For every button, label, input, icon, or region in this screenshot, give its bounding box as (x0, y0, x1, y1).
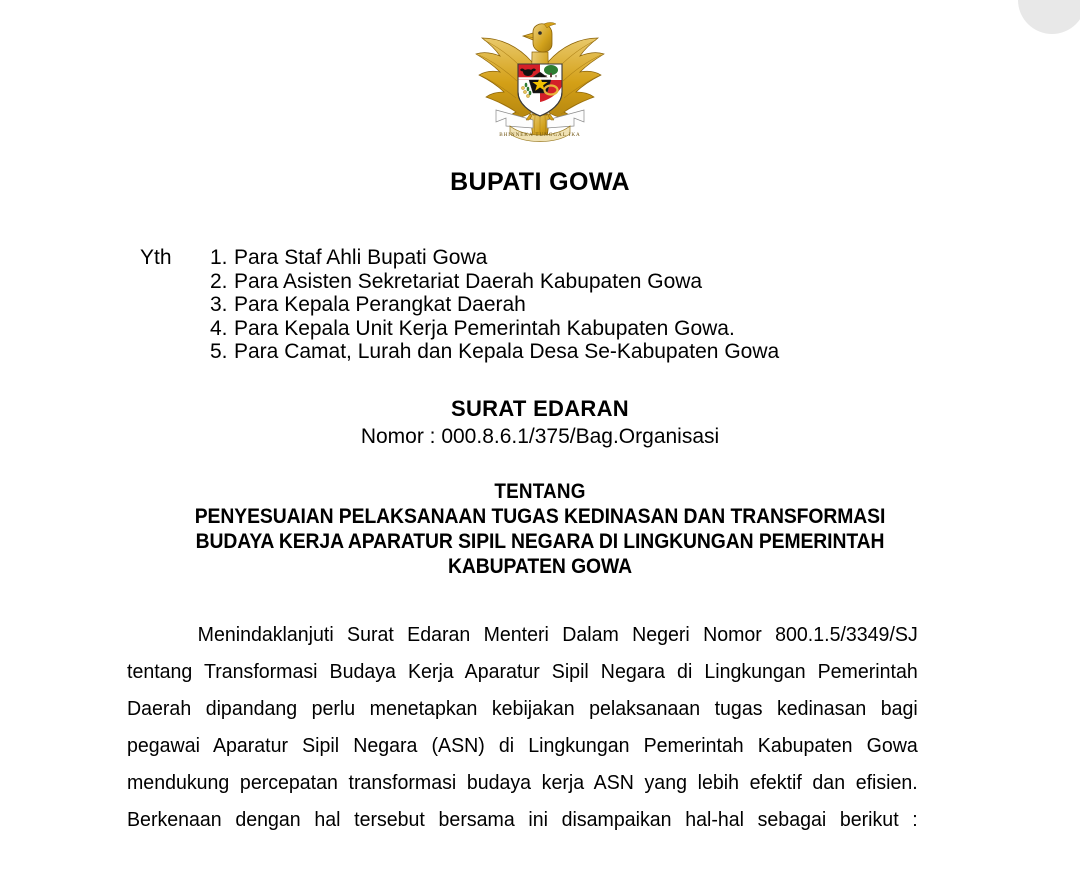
addressee-list (210, 246, 779, 364)
subject-block (140, 479, 940, 579)
subject-line-3: KABUPATEN GOWA (448, 554, 632, 578)
list-item-label: Para Camat, Lurah dan Kepala Desa Se-Kabupaten Gowa (234, 340, 780, 363)
subject-line-2: BUDAYA KERJA APARATUR SIPIL NEGARA DI LINGKUNGAN PEMERINTAH (195, 529, 885, 553)
list-item-number: 3. (210, 293, 228, 316)
list-item (210, 246, 779, 270)
svg-text:BHINNEKA TUNGGAL IKA: BHINNEKA TUNGGAL IKA (499, 132, 581, 138)
list-item-label: Para Kepala Perangkat Daerah (234, 293, 526, 316)
list-item-number: 4. (210, 316, 228, 340)
list-item-label: Para Staf Ahli Bupati Gowa (234, 246, 488, 269)
list-item-label: Para Kepala Unit Kerja Pemerintah Kabupaten Gowa. (234, 316, 735, 340)
list-item (210, 317, 779, 341)
garuda-pancasila-emblem (470, 22, 610, 146)
circular-number: Nomor : 000.8.6.1/375/Bag.Organisasi (360, 425, 720, 448)
list-item-number: 5. (210, 340, 228, 363)
emblem-container (0, 22, 1080, 151)
list-item (210, 270, 779, 294)
list-item (210, 293, 779, 317)
list-item-number: 2. (210, 269, 228, 293)
page-title: BUPATI GOWA (450, 168, 630, 196)
body-paragraph: Menindaklanjuti Surat Edaran Menteri Dalam Negeri Nomor 800.1.5/3349/SJ tentang Transformasi Budaya Kerja Aparatur Sipil Negara di Lingkungan Pemerintah Daerah dipandang perlu menetapkan kebijakan pelaksanaan tugas kedinasan bagi pegawai Aparatur Sipil Negara (ASN) di Lingkungan Pemerintah Kabupaten Gowa mendukung percepatan transformasi budaya kerja ASN yang lebih efektif dan efisien. Berkenaan dengan hal tersebut bersama ini disampaikan hal-hal sebagai berikut : (127, 623, 918, 831)
tentang-label: TENTANG (494, 480, 586, 503)
circular-type-heading: SURAT EDARAN (451, 396, 629, 421)
list-item-number: 1. (210, 246, 228, 269)
circular-heading-block (0, 396, 1080, 450)
addressee-label: Yth (140, 246, 172, 269)
list-item-label: Para Asisten Sekretariat Daerah Kabupaten Gowa (234, 269, 703, 293)
list-item (210, 340, 779, 364)
addressee-block (140, 246, 779, 364)
subject-line-1: PENYESUAIAN PELAKSANAAN TUGAS KEDINASAN DAN TRANSFORMASI (194, 504, 886, 528)
